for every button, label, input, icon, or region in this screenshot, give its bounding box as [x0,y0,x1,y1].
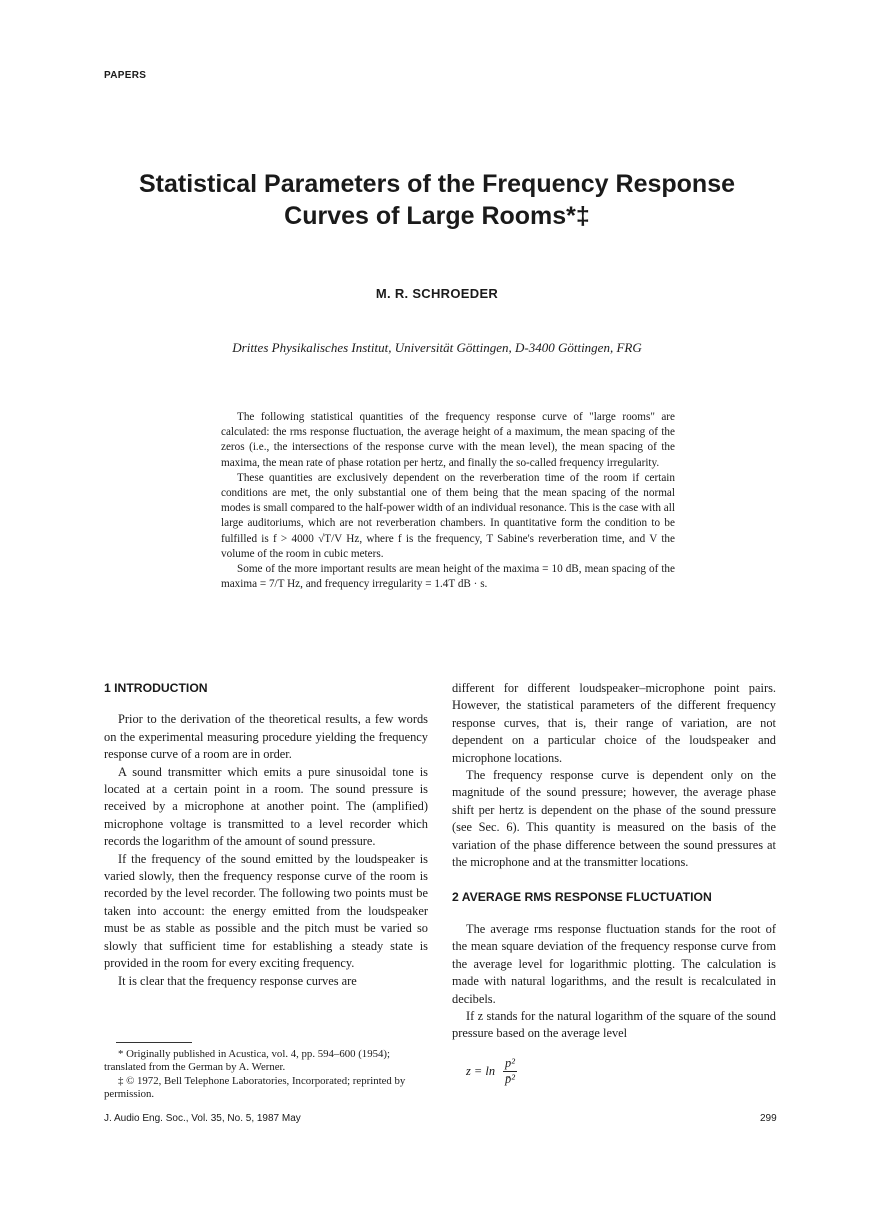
title-line-1: Statistical Parameters of the Frequency Response [138,170,736,198]
body-paragraph: The frequency response curve is dependent only on the magnitude of the sound pressure; however, the average phase shift per hertz is dependent on the phase of the sound pressure (see Sec. 6). This quantity is measured on the basis of the variation of the phase difference between the sound pressures at the microphone and at the transmitter locations. [452,768,776,870]
body-paragraph: If z stands for the natural logarithm of the square of the sound pressure based on the average level [452,1008,776,1041]
page-number: 299 [760,1113,777,1124]
body-paragraph: If the frequency of the sound emitted by the loudspeaker is varied slowly, then the frequency response curve of the room is recorded by the level recorder. The following two points must be taken into account: the energy emitted from the loudspeaker must be as stable as possible and the pitch must be varied so slowly that sufficient time for establishing a steady state is provided in the room for every exciting frequency. [104,851,428,971]
title-line-2: Curves of Large Rooms*‡ [284,202,590,230]
section-heading-rms-fluctuation: 2 AVERAGE RMS RESPONSE FLUCTUATION [452,890,712,905]
abstract-paragraph: These quantities are exclusively dependent on the reverberation time of the room if certain conditions are met, the only substantial one of them being that the mean spacing of the normal modes is small compared to the half-power width of an individual resonance. This is the case with all large auditoriums, which are not reverberation chambers. In quantitative form the condition to be fulfilled is f > 4000 √T/V Hz, where f is the frequency, T Sabine's reverberation time, and V the volume of the room in cubic meters. [221,471,675,560]
footnote: * Originally published in Acustica, vol. 4, pp. 594–600 (1954); translated from the German by A. Werner. [104,1048,390,1074]
left-column [104,680,428,990]
abstract [221,410,675,592]
body-paragraph: A sound transmitter which emits a pure sinusoidal tone is located at a certain point in a room. The sound pressure is received by a microphone at another point. The (amplified) microphone voltage is transmitted to a level recorder which records the logarithm of the amount of sound pressure. [104,764,428,849]
right-column [452,680,776,1043]
body-paragraph: Prior to the derivation of the theoretical results, a few words on the experimental measuring procedure yielding the frequency response curve of a room are in order. [104,712,428,762]
author: M. R. SCHROEDER [375,286,499,301]
body-paragraph: It is clear that the frequency response curves are [118,973,357,988]
affiliation: Drittes Physikalisches Institut, Universität Göttingen, D-3400 Göttingen, FRG [232,340,642,355]
abstract-paragraph: The following statistical quantities of the frequency response curve of "large rooms" are calculated: the rms response fluctuation, the average height of a maximum, the mean spacing of the zeros (i.e., the intersections of the response curve with the mean level), the mean spacing of the maxima, the mean rate of phase rotation per hertz, and finally the so-called frequency irregularity. [221,411,675,469]
section-heading-introduction: 1 INTRODUCTION [104,681,208,695]
equation-numerator: p² [505,1056,515,1070]
equation-denominator: p̄² [505,1072,515,1086]
footnote: ‡ © 1972, Bell Telephone Laboratories, Incorporated; reprinted by permission. [104,1074,406,1101]
paper-title [0,168,874,232]
equation [466,1056,517,1087]
body-paragraph: The average rms response fluctuation stands for the root of the mean square deviation of the frequency response curve from the average level for logarithmic plotting. The calculation is made with natural logarithms, and the result is recalculated in decibels. [452,921,776,1006]
running-head: PAPERS [104,70,147,81]
body-paragraph: different for different loudspeaker–microphone point pairs. However, the statistical parameters of the different frequency response curves, that is, their range of variation, are not dependent on a particular choice of the loudspeaker and microphone locations. [452,681,776,765]
equation-lhs: z = ln [466,1064,496,1078]
footnote-rule [116,1042,192,1043]
equation-fraction [503,1056,517,1087]
abstract-paragraph: Some of the more important results are mean height of the maxima = 10 dB, mean spacing of the maxima = 7/T Hz, and frequency irregularity = 1.4T dB · s. [221,563,675,591]
footnotes [104,1048,428,1102]
journal-footer: J. Audio Eng. Soc., Vol. 35, No. 5, 1987 May [104,1113,301,1124]
